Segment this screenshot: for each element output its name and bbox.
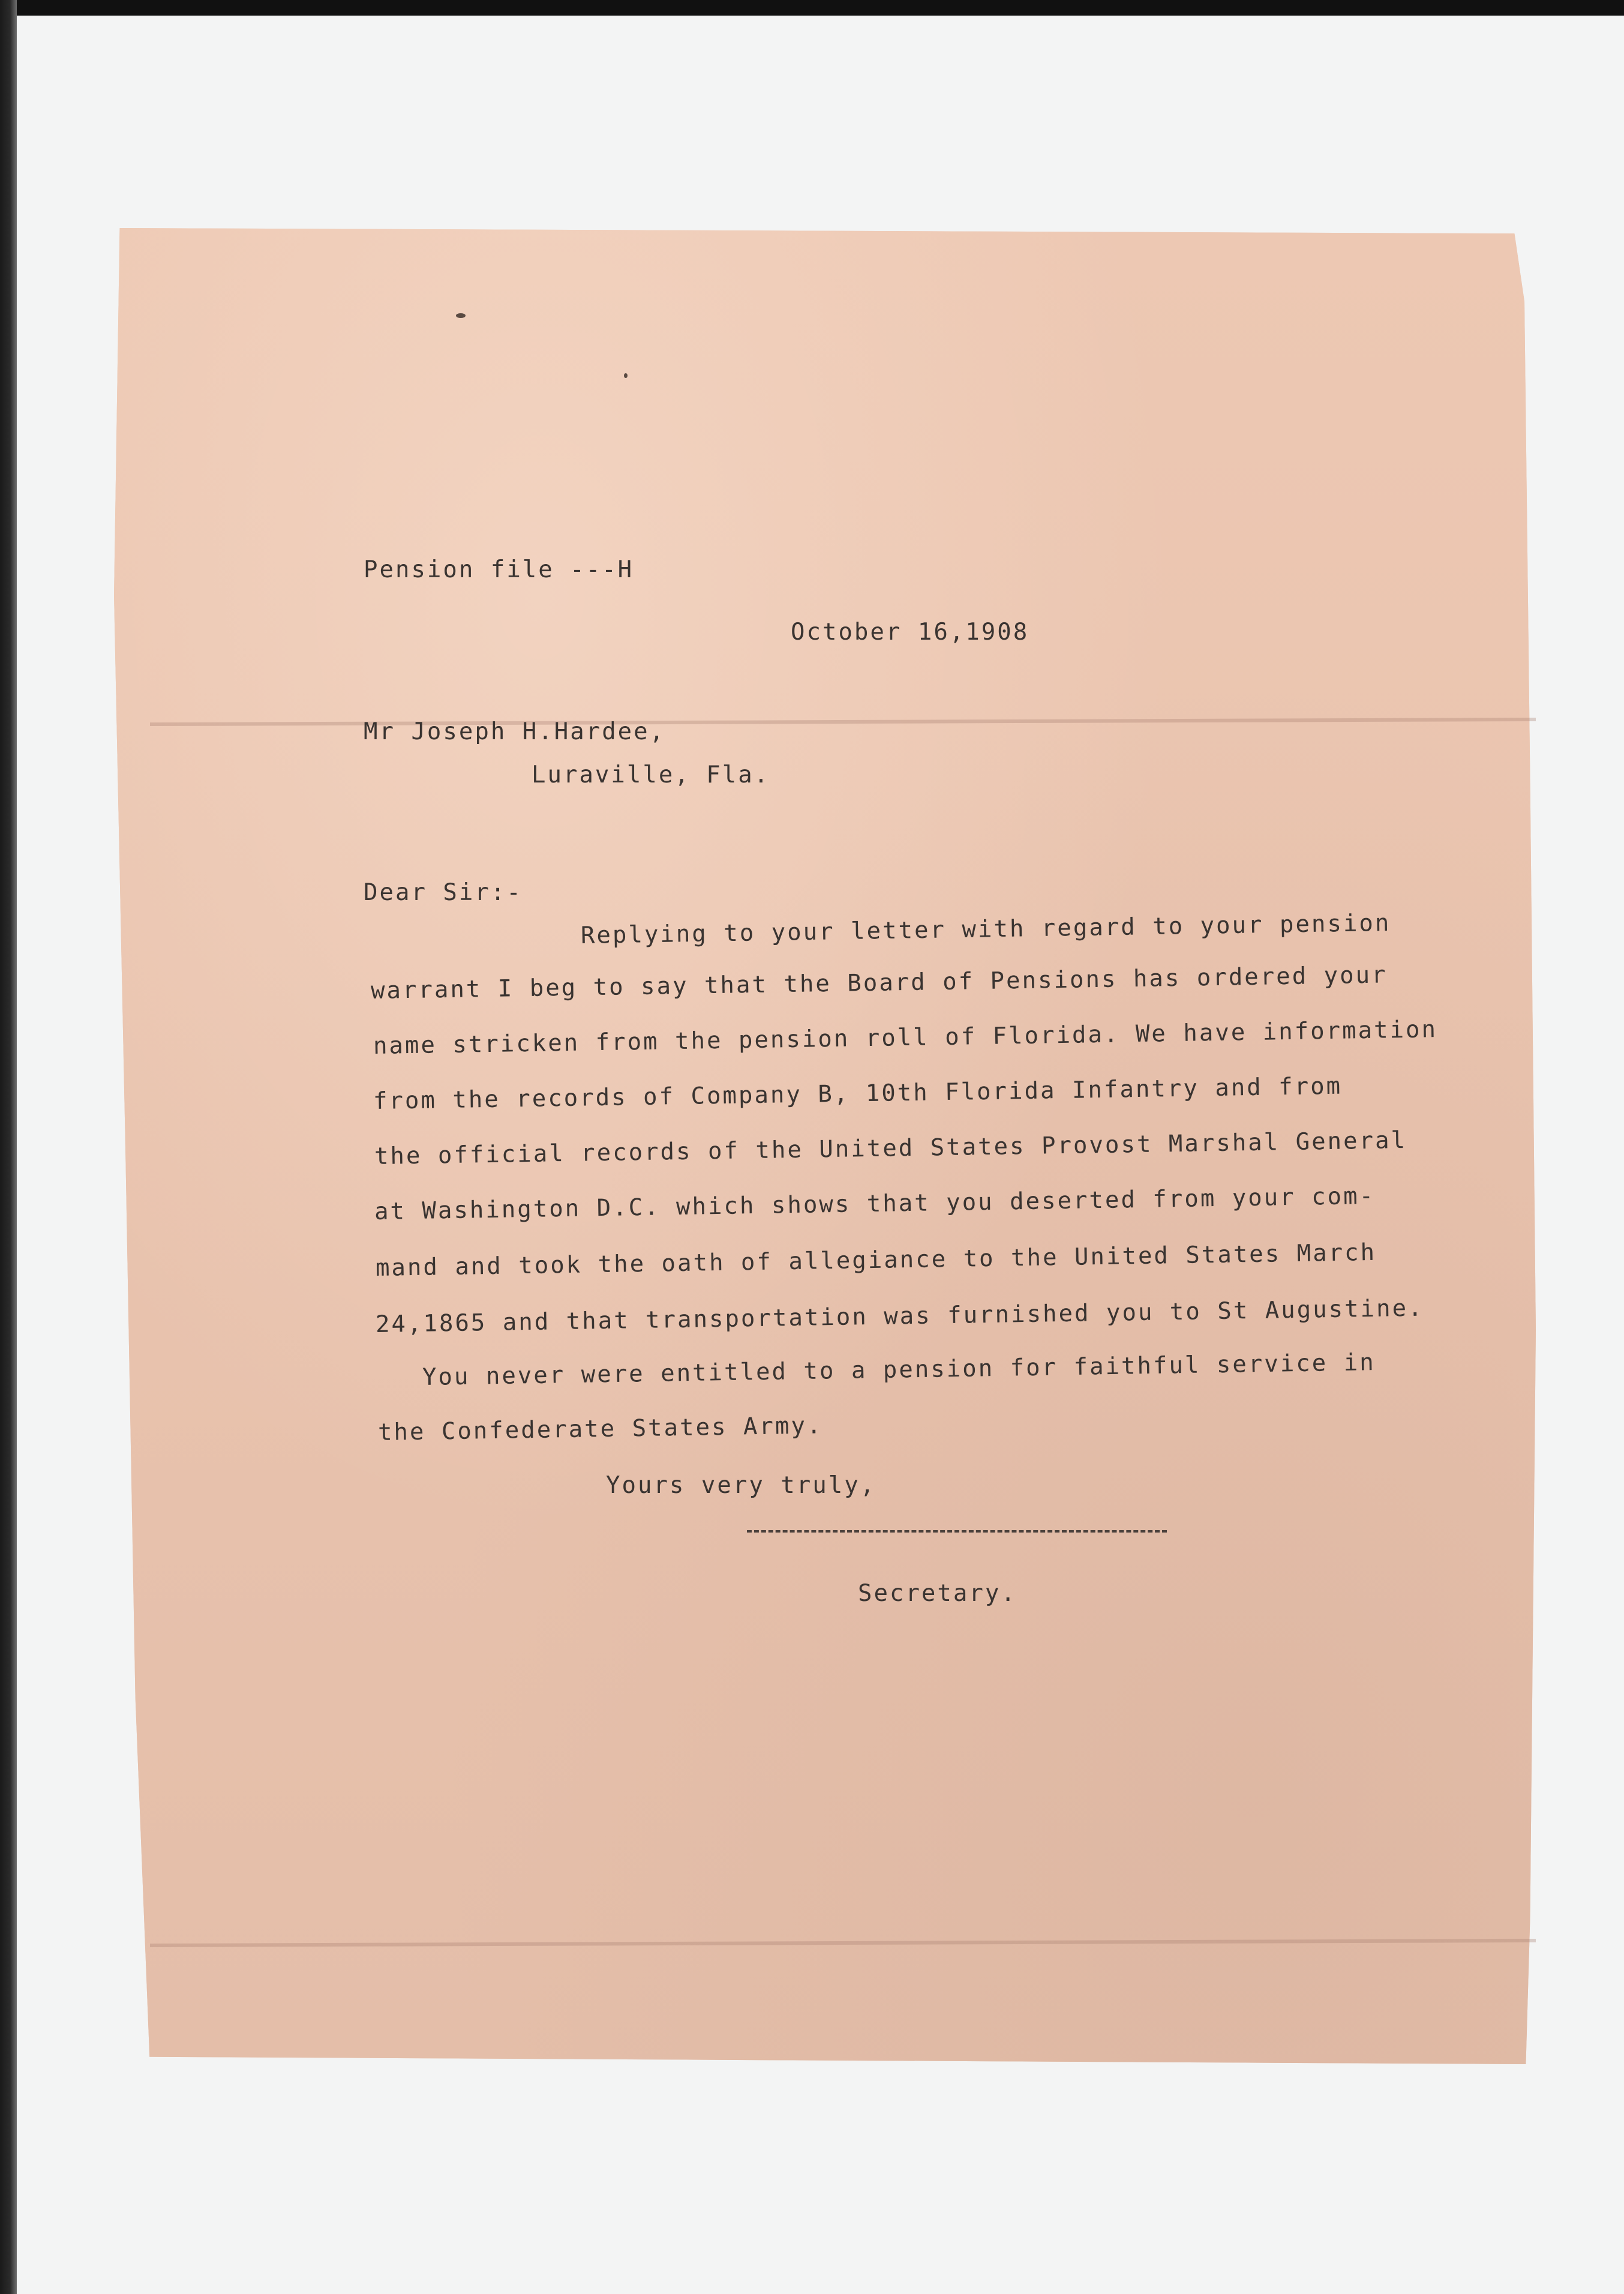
paper-speck [624,373,628,378]
scan-border-left [0,0,17,2294]
body-line: at Washington D.C. which shows that you deserted from your com- [374,1182,1376,1225]
recipient-name: Mr Joseph H.Hardee, [364,718,666,745]
scan-border-top [0,0,1624,16]
body-line: You never were entitled to a pension for faithful service in [422,1349,1376,1391]
closing: Yours very truly, [606,1472,876,1499]
body-line: the official records of the United States Provost Marshal General [374,1126,1407,1170]
paper-speck [456,313,466,318]
body-line: from the records of Company B, 10th Florida Infantry and from [373,1072,1343,1115]
salutation: Dear Sir:- [364,879,523,906]
recipient-address: Luraville, Fla. [532,761,770,788]
body-line: name stricken from the pension roll of Florida. We have information [373,1016,1438,1060]
letter-date: October 16,1908 [791,619,1029,646]
body-line: 24,1865 and that transportation was furnished you to St Augustine. [375,1294,1424,1338]
pension-file-reference: Pension file ---H [364,556,634,583]
body-line: warrant I beg to say that the Board of Pensions has ordered your [370,961,1388,1004]
signature-line [747,1530,1167,1533]
body-line: Replying to your letter with regard to your pension [580,909,1391,949]
body-line: mand and took the oath of allegiance to the United States March [375,1239,1377,1282]
body-line: the Confederate States Army. [377,1412,823,1446]
signature-title: Secretary. [858,1580,1017,1607]
